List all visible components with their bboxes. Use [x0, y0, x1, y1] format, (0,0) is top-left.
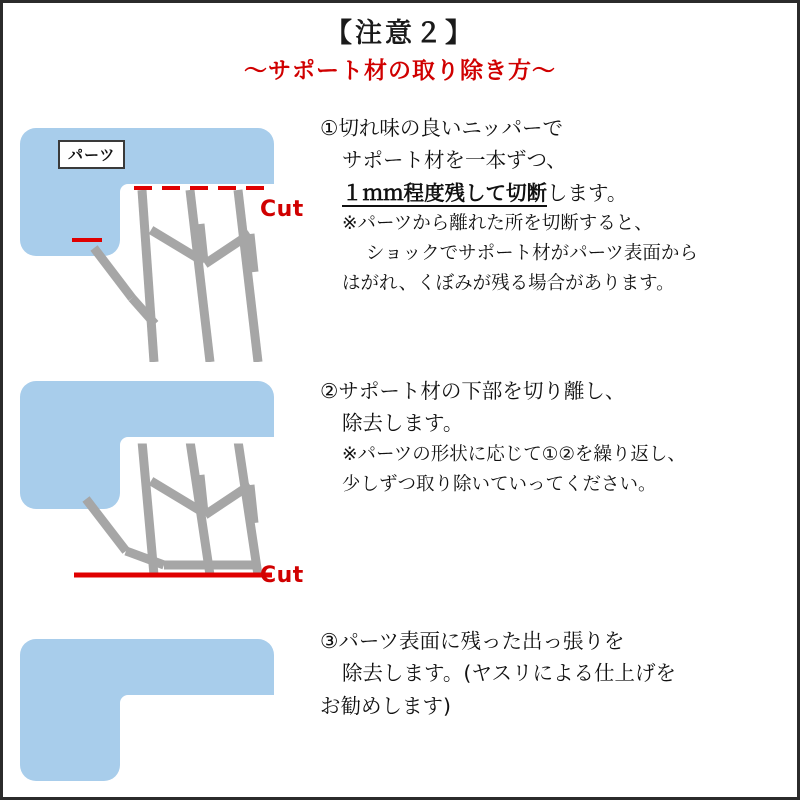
- part-shape: [20, 639, 274, 781]
- step-2-row: [0, 375, 800, 625]
- step-1-emphasis: １ｍｍ程度残して切断: [342, 180, 547, 205]
- page-title: 【注意２】: [325, 18, 475, 49]
- page-subtitle: 〜サポート材の取り除き方〜: [244, 58, 556, 85]
- header: [0, 16, 800, 87]
- step-3-illustration: [14, 625, 314, 795]
- step-1-line-3: [320, 177, 790, 209]
- step-3-line-1: ③パーツ表面に残った出っ張りを: [320, 629, 625, 653]
- part-label-tag: パーツ: [58, 140, 125, 169]
- step-3-text: [320, 625, 790, 722]
- step-1-figure: [14, 112, 314, 362]
- step-2-figure: [14, 375, 314, 625]
- step-1-line-1: ①切れ味の良いニッパーで: [320, 116, 564, 140]
- step-2-text: [320, 375, 790, 500]
- step-1-row: [0, 112, 800, 362]
- cut-label-step-2: Cut: [260, 563, 304, 588]
- step-3-line-3: お勧めします): [320, 693, 451, 718]
- step-3-row: [0, 625, 800, 795]
- step-1-note-2: ショックでサポート材がパーツ表面から: [366, 243, 698, 265]
- step-2-note-2: 少しずつ取り除いていってください。: [342, 473, 657, 495]
- cut-label-step-1: Cut: [260, 197, 304, 222]
- step-2-line-2: 除去します。: [342, 411, 464, 436]
- step-1-note-1: ※パーツから離れた所を切断すると、: [342, 213, 653, 235]
- step-1-emphasis-suffix: します。: [547, 180, 628, 205]
- step-2-line-1: ②サポート材の下部を切り離し、: [320, 379, 626, 403]
- step-3-figure: [14, 625, 314, 795]
- step-1-line-2: サポート材を一本ずつ、: [342, 148, 567, 173]
- step-2-note-1: ※パーツの形状に応じて①②を繰り返し、: [342, 443, 686, 465]
- step-3-line-2: 除去します。(ヤスリによる仕上げを: [342, 661, 676, 686]
- step-1-text: [320, 112, 790, 299]
- step-1-note-3: はがれ、くぼみが残る場合があります。: [342, 273, 675, 295]
